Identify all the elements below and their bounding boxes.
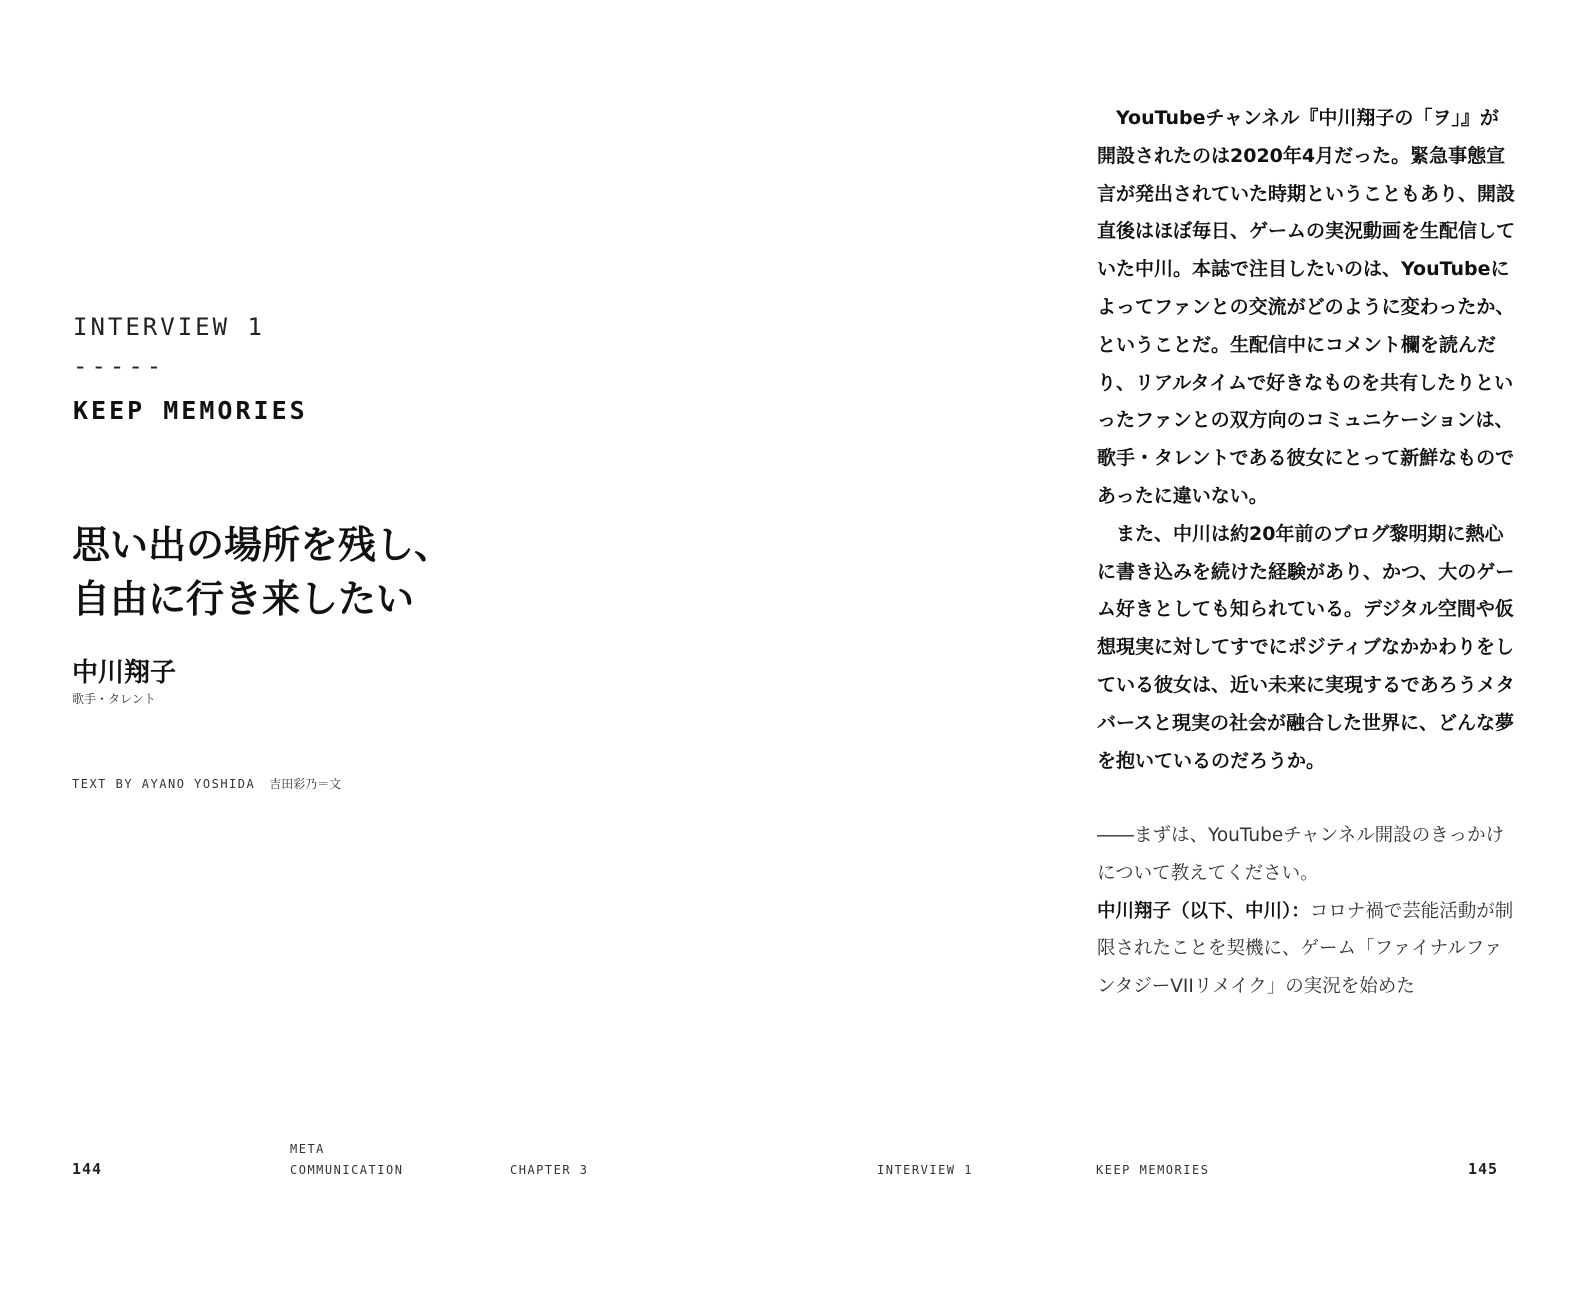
person-name: 中川翔子	[72, 658, 177, 688]
intro-paragraph-2: また、中川は約20年前のブログ黎明期に熱心に書き込みを続けた経験があり、かつ、大のゲーム好きとしても知られている。デジタル空間や仮想現実に対してすでにポジティブなかかわりをしている彼女は、近い未来に実現するであろうメタバースと現実の社会が融合した世界に、どんな夢を抱いているのだろうか。	[1097, 522, 1515, 772]
text-credit	[72, 775, 341, 792]
person-role: 歌手・タレント	[72, 692, 156, 706]
left-page-number: 144	[72, 1160, 103, 1178]
headline	[72, 518, 632, 626]
interview-answer	[1097, 893, 1517, 1006]
footer-communication: COMMUNICATION	[290, 1163, 404, 1177]
headline-line-1: 思い出の場所を残し、	[72, 523, 453, 567]
footer-meta: META	[290, 1142, 325, 1156]
right-page-number: 145	[1468, 1160, 1499, 1178]
credit-japanese: 吉田彩乃＝文	[269, 777, 342, 791]
footer-interview: INTERVIEW 1	[877, 1163, 973, 1177]
credit-english: TEXT BY AYANO YOSHIDA	[72, 777, 256, 791]
footer-chapter: CHAPTER 3	[510, 1163, 589, 1177]
answer-text: コロナ禍で芸能活動が制限されたことを契機に、ゲーム「ファイナルファンタジーVIIリメイク」の実況を始めた	[1097, 900, 1514, 998]
series-title: KEEP MEMORIES	[73, 396, 308, 425]
interview-body	[1097, 817, 1517, 1006]
headline-line-2: 自由に行き来したい	[72, 577, 415, 621]
title-separator: -----	[73, 352, 166, 380]
interview-label: INTERVIEW 1	[73, 313, 265, 341]
intro-text	[1097, 100, 1517, 780]
interview-question: ――まずは、YouTubeチャンネル開設のきっかけについて教えてください。	[1097, 825, 1505, 884]
footer-keep-memories: KEEP MEMORIES	[1096, 1163, 1210, 1177]
answer-speaker: 中川翔子（以下、中川）：	[1097, 900, 1310, 922]
intro-paragraph-1: YouTubeチャンネル『中川翔子の「ヲ」』が開設されたのは2020年4月だった。緊急事態宣言が発出されていた時期ということもあり、開設直後はほぼ毎日、ゲームの実況動画を生配信していた中川。本誌で注目したいのは、YouTubeによってファンとの交流がどのように変わったか、ということだ。生配信中にコメント欄を読んだり、リアルタイムで好きなものを共有したりといったファンとの双方向のコミュニケーションは、歌手・タレントである彼女にとって新鮮なものであったに違いない。	[1097, 107, 1516, 507]
